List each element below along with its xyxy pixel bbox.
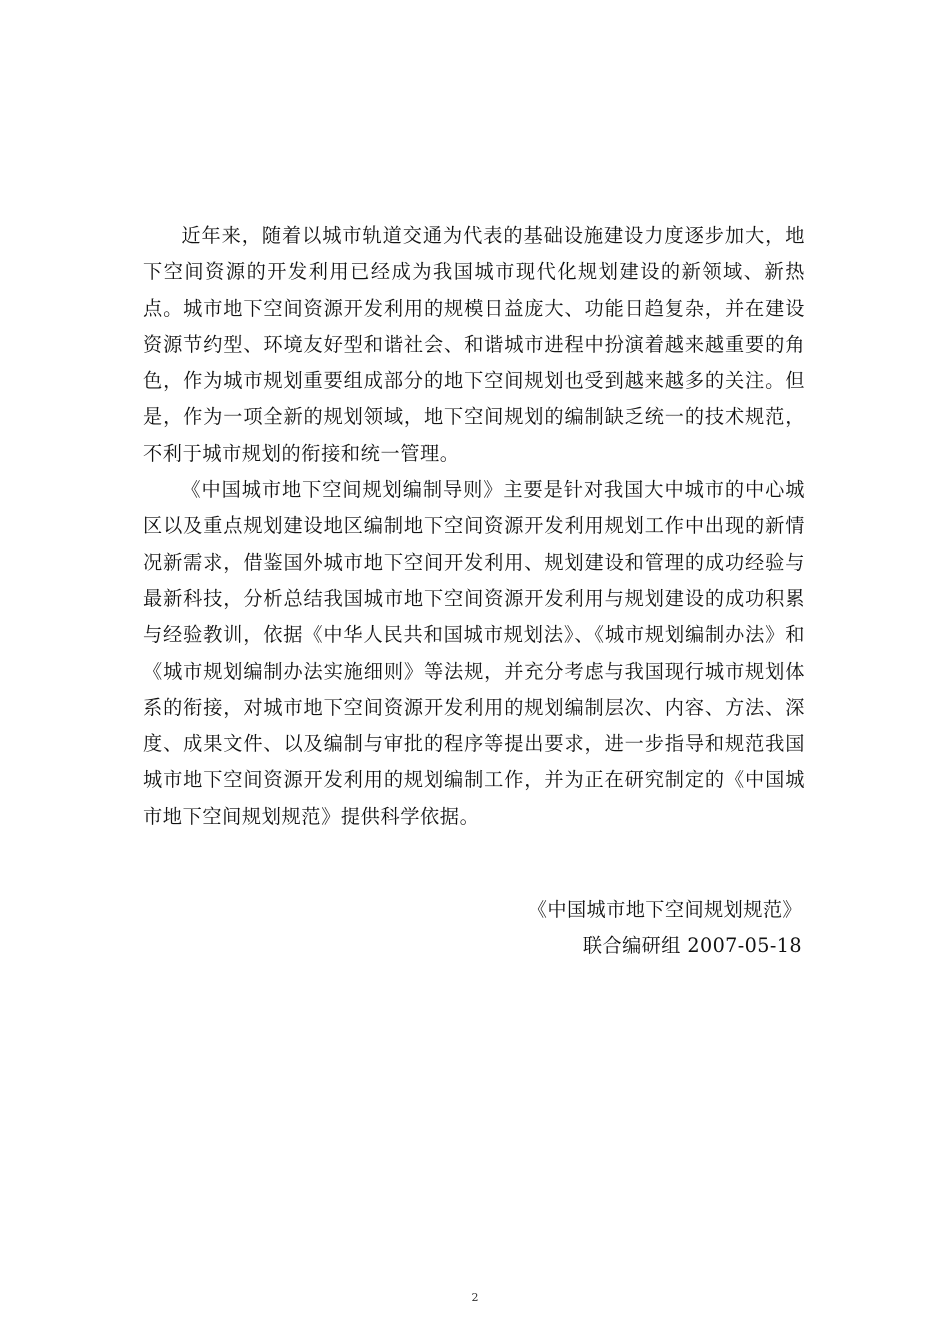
signature-title: 《中国城市地下空间规划规范》 — [527, 898, 802, 921]
signature-block — [528, 892, 802, 964]
page-number: 2 — [471, 1291, 479, 1304]
body-text — [143, 218, 805, 835]
signature-date: 联合编研组 2007-05-18 — [582, 934, 802, 957]
paragraph-intro: 近年来，随着以城市轨道交通为代表的基础设施建设力度逐步加大，地下空间资源的开发利用已经成为我国城市现代化规划建设的新领域、新热点。城市地下空间资源开发利用的规模日益庞大、功能日趋复杂，并在建设资源节约型、环境友好型和谐社会、和谐城市进程中扮演着越来越重要的角色，作为城市规划重要组成部分的地下空间规划也受到越来越多的关注。但是，作为一项全新的规划领域，地下空间规划的编制缺乏统一的技术规范，不利于城市规划的衔接和统一管理。 — [143, 224, 805, 465]
paragraph-guideline: 《中国城市地下空间规划编制导则》主要是针对我国大中城市的中心城区以及重点规划建设地区编制地下空间资源开发利用规划工作中出现的新情况新需求，借鉴国外城市地下空间开发利用、规划建设和管理的成功经验与最新科技，分析总结我国城市地下空间资源开发利用与规划建设的成功积累与经验教训，依据《中华人民共和国城市规划法》、《城市规划编制办法》和《城市规划编制办法实施细则》等法规，并充分考虑与我国现行城市规划体系的衔接，对城市地下空间资源开发利用的规划编制层次、内容、方法、深度、成果文件、以及编制与审批的程序等提出要求，进一步指导和规范我国城市地下空间资源开发利用的规划编制工作，并为正在研究制定的《中国城市地下空间规划规范》提供科学依据。 — [143, 478, 805, 828]
